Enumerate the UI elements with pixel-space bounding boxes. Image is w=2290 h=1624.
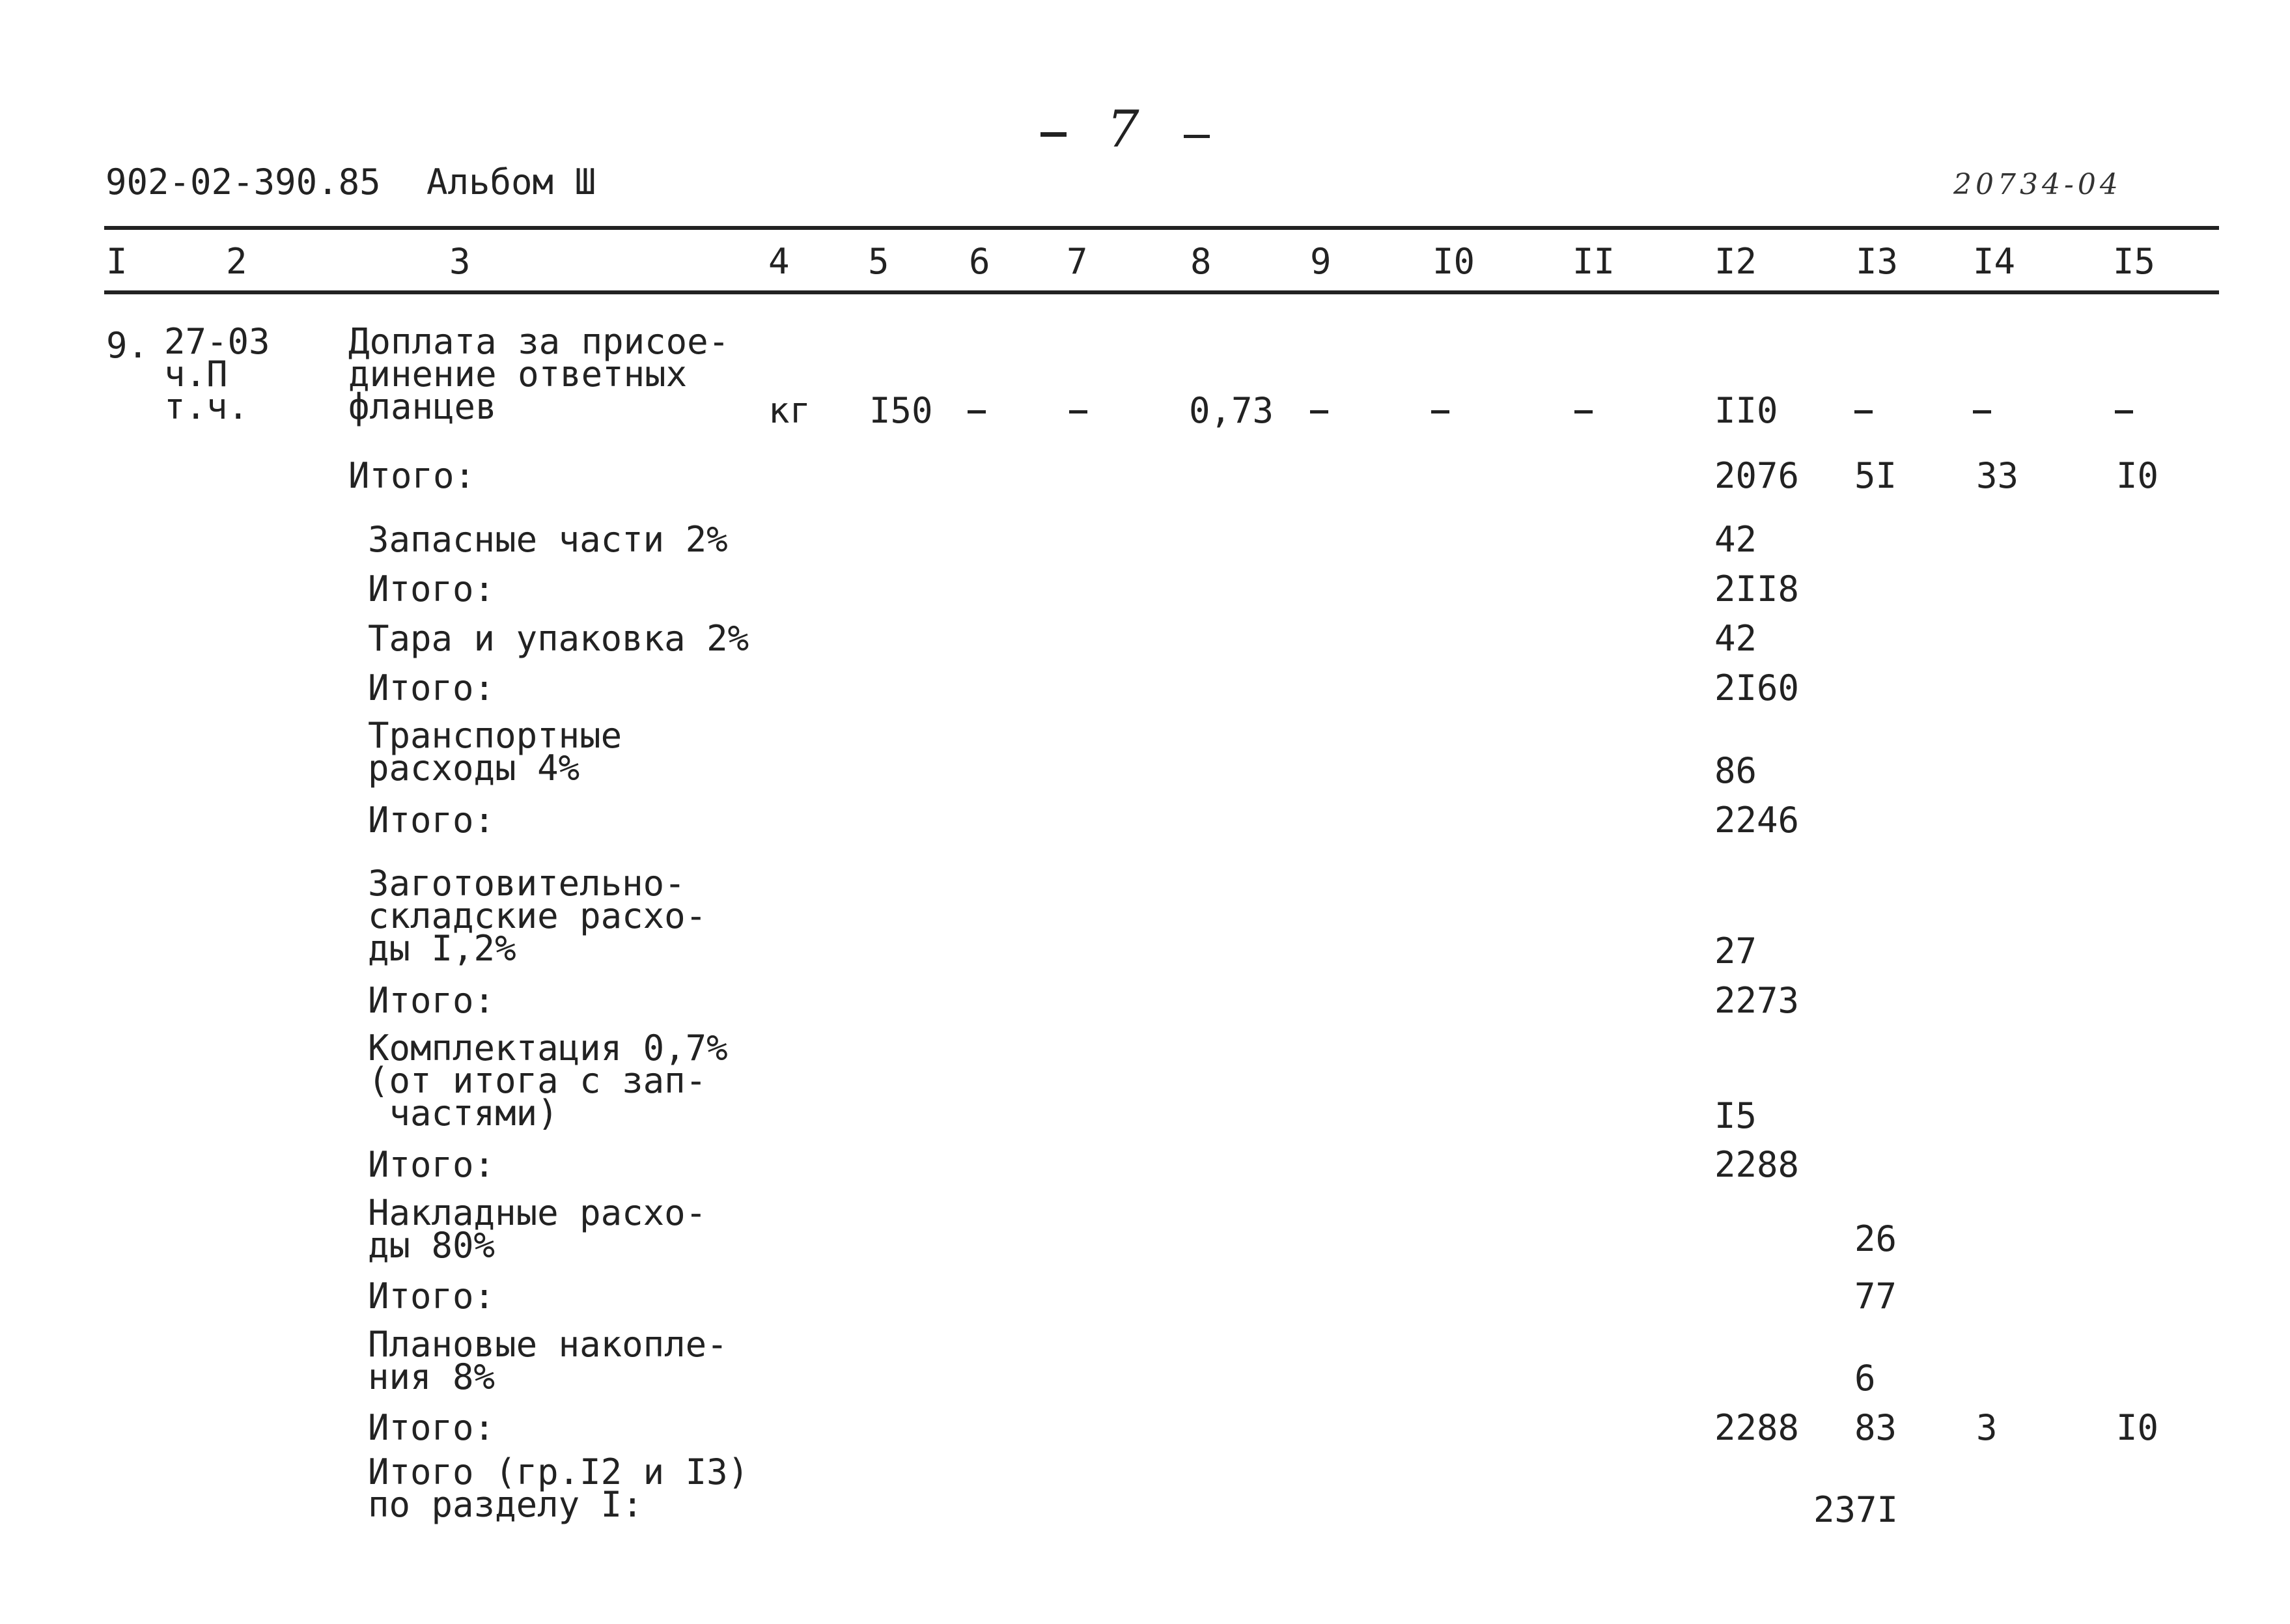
row-label: Накладные расхо- ды 80% [368,1192,707,1266]
document-code: 902-02-390.85 [105,161,381,203]
row-col-12: I5 [1714,1095,1757,1136]
col-header-13: I3 [1856,241,1899,282]
row-col-13: 5I [1854,455,1897,496]
row-label: Комплектация 0,7% (от итога с зап- частями) [368,1028,728,1134]
row-col-13: 77 [1854,1276,1897,1317]
row-col-14: 33 [1976,455,2019,496]
dash-col-7 [1069,410,1087,413]
page-number-dash-right [1184,135,1210,138]
row-label: Запасные части 2% [368,519,728,560]
item-price: 0,73 [1189,390,1274,431]
item-col-12: II0 [1714,390,1778,431]
row-label: Итого (гр.I2 и I3) по разделу I: [368,1451,749,1525]
row-col-14: 3 [1976,1407,1998,1448]
row-label: Итого: [348,455,476,496]
dash-col-13 [1854,410,1873,413]
col-header-6: 6 [969,241,990,282]
col-header-2: 2 [226,241,247,282]
row-col-12: 2273 [1714,980,1800,1021]
col-header-11: II [1572,241,1615,282]
row-col-12: 2I60 [1714,667,1800,708]
row-label: Итого: [368,1276,496,1317]
item-quantity: I50 [869,390,933,431]
handwritten-stamp: 20734-04 [1953,168,2122,201]
row-label: Заготовительно- складские расхо- ды I,2% [368,863,707,969]
row-label: Транспортные расходы 4% [368,715,622,789]
row-col-13: 26 [1854,1218,1897,1259]
row-label: Итого: [368,1407,496,1448]
row-col-12: 86 [1714,750,1757,791]
row-col-12: 2288 [1714,1407,1800,1448]
dash-col-6 [968,410,986,413]
item-unit: кг [768,390,811,431]
header-bottom-rule [104,290,2219,294]
row-col-12: 2II8 [1714,568,1800,609]
page-number: 7 [1107,100,1139,159]
row-col-12: 2246 [1714,800,1800,841]
col-header-5: 5 [868,241,889,282]
dash-col-15 [2115,410,2133,413]
dash-col-9 [1310,410,1328,413]
col-header-8: 8 [1190,241,1212,282]
row-col-15: I0 [2116,1407,2159,1448]
row-label: Итого: [368,980,496,1021]
row-col-15: I0 [2116,455,2159,496]
row-col-12: 2076 [1714,455,1800,496]
col-header-9: 9 [1310,241,1332,282]
dash-col-14 [1973,410,1991,413]
row-col-12: 2288 [1714,1144,1800,1185]
item-name: Доплата за присое- динение ответных фланцев [348,321,730,427]
row-label: Итого: [368,800,496,841]
col-header-10: I0 [1432,241,1475,282]
dash-col-11 [1574,410,1593,413]
row-label: Итого: [368,568,496,609]
row-col-13: 6 [1854,1358,1876,1399]
row-label: Тара и упаковка 2% [368,618,749,659]
col-header-14: I4 [1973,241,2016,282]
col-header-15: I5 [2113,241,2156,282]
col-header-1: I [106,241,128,282]
row-label: Итого: [368,667,496,708]
row-col-12: 27 [1714,931,1757,972]
row-col-12: 42 [1714,519,1757,560]
grand-total-value: 237I [1813,1489,1899,1530]
col-header-3: 3 [449,241,471,282]
header-top-rule [104,226,2219,230]
row-label: Плановые накопле- ния 8% [368,1324,728,1397]
row-col-12: 42 [1714,618,1757,659]
col-header-7: 7 [1067,241,1088,282]
row-col-13: 83 [1854,1407,1897,1448]
item-number: 9. [106,325,149,366]
page-number-dash-left [1040,132,1067,137]
dash-col-10 [1431,410,1449,413]
col-header-12: I2 [1714,241,1757,282]
col-header-4: 4 [768,241,790,282]
item-code: 27-03 ч.П т.ч. [164,321,270,427]
row-label: Итого: [368,1144,496,1185]
album-label: Альбом Ш [426,161,596,203]
